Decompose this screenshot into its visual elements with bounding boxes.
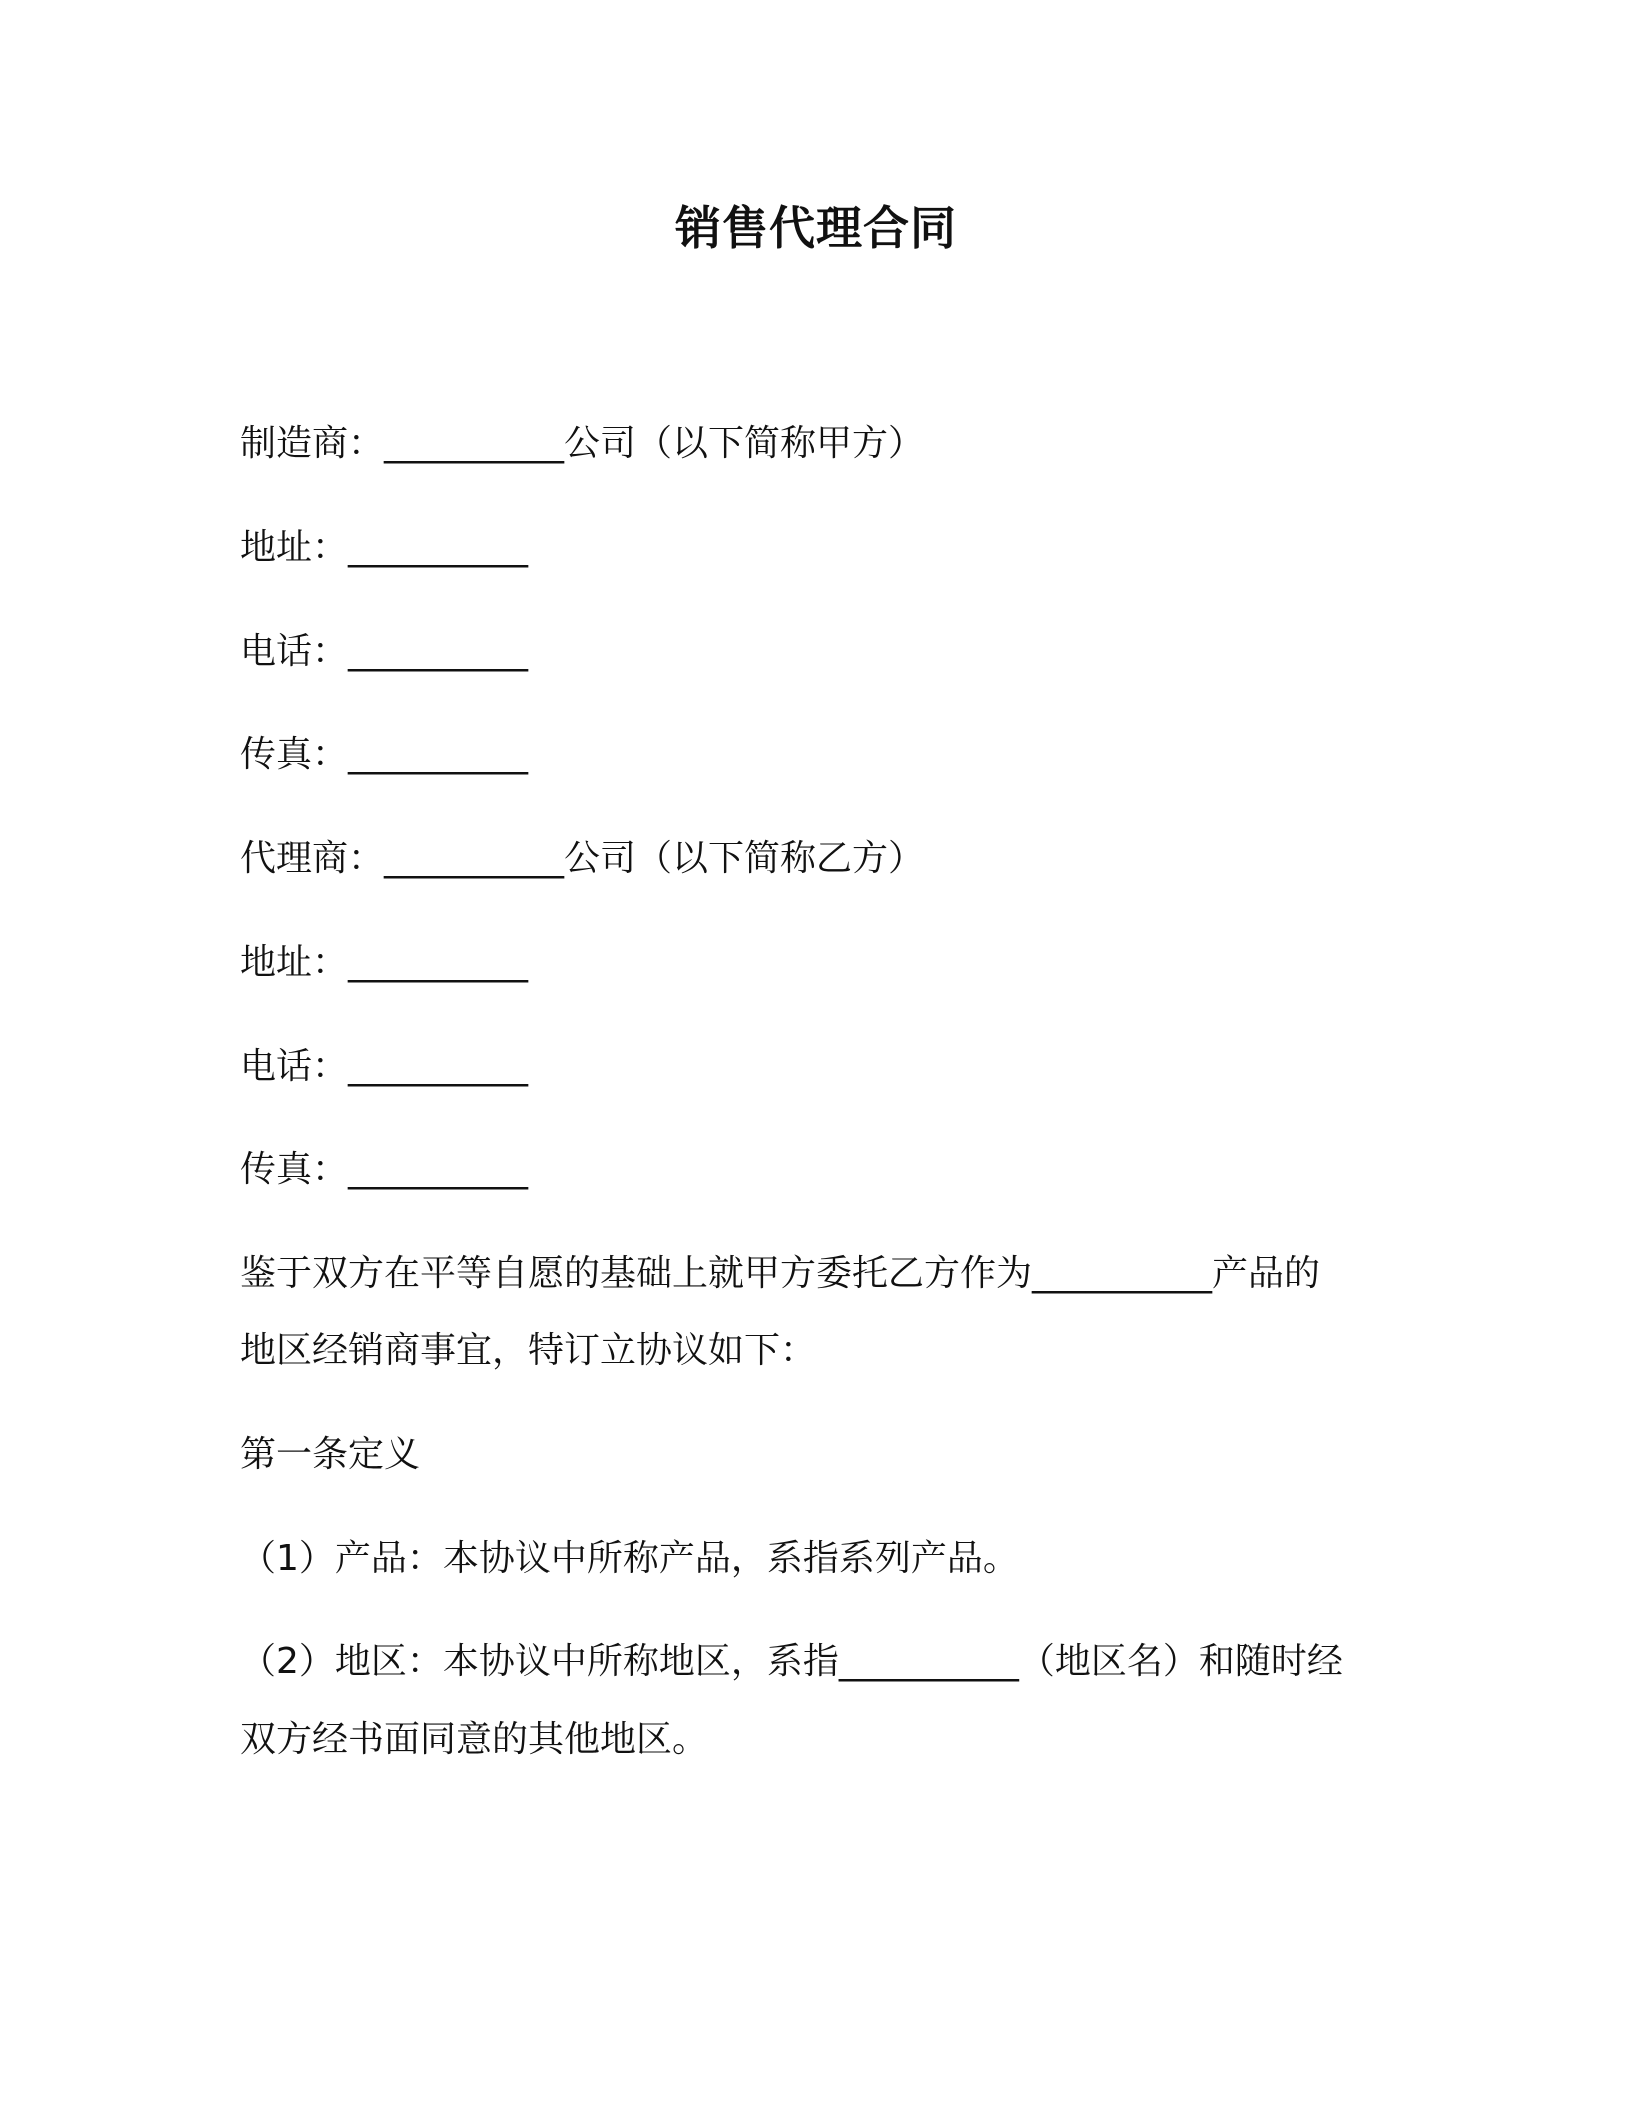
definition-territory-line-1: （2）地区：本协议中所称地区，系指__________（地区名）和随时经 [240,1641,1343,1682]
definition-territory-line-2: 双方经书面同意的其他地区。 [240,1719,709,1760]
preamble-line-1: 鉴于双方在平等自愿的基础上就甲方委托乙方作为__________产品的 [240,1253,1321,1294]
agent-address-line: 地址：__________ [240,942,529,983]
agent-line: 代理商：__________公司（以下简称乙方） [240,838,925,879]
manufacturer-address-line: 地址：__________ [240,527,529,568]
article-1-heading: 第一条定义 [240,1434,421,1475]
manufacturer-line: 制造商：__________公司（以下简称甲方） [240,423,925,464]
preamble-line-2: 地区经销商事宜，特订立协议如下： [240,1330,817,1371]
manufacturer-fax-line: 传真：__________ [240,734,529,775]
definition-product: （1）产品：本协议中所称产品，系指系列产品。 [240,1538,1019,1579]
agent-fax-line: 传真：__________ [240,1149,529,1190]
agent-phone-line: 电话：__________ [240,1046,529,1087]
contract-title: 销售代理合同 [675,201,957,255]
manufacturer-phone-line: 电话：__________ [240,631,529,672]
